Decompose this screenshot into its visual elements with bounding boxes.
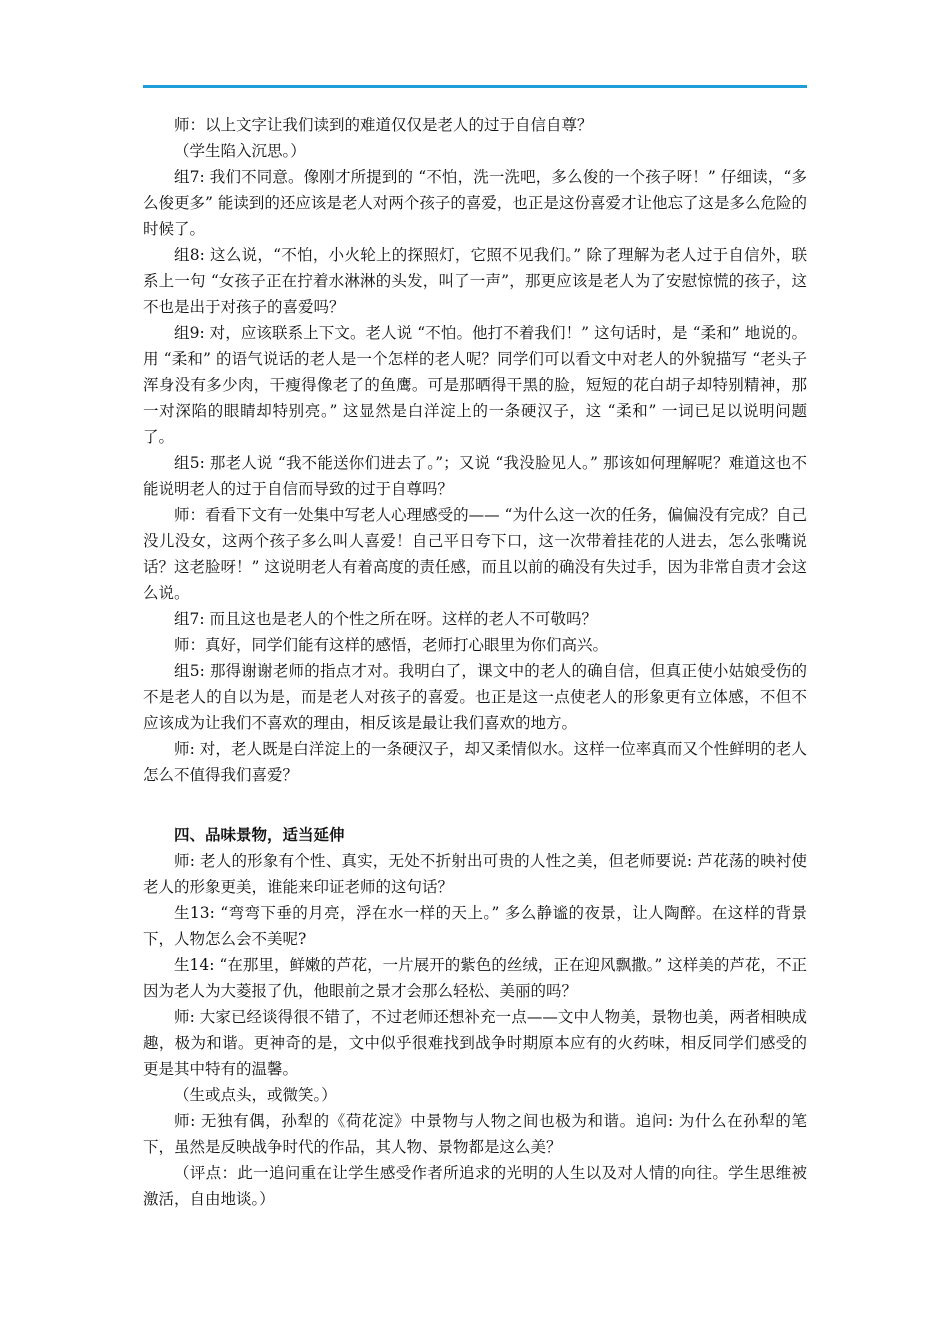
paragraph: （生或点头，或微笑。）	[174, 1086, 337, 1104]
header-rule	[143, 85, 807, 88]
paragraph: 生13: “弯弯下垂的月亮，浮在水一样的天上。” 多么静谧的夜景，让人陶醉。在这样的背景下，人物怎么会不美呢?	[143, 904, 807, 948]
paragraph: 组8: 这么说，“不怕，小火轮上的探照灯，它照不见我们。” 除了理解为老人过于自信外，联系上一句 “女孩子正在拧着水淋淋的头发，叫了一声”，那更应该是老人为了安慰惊慌的孩子，这不也是出于对孩子的喜爱吗？	[143, 246, 807, 316]
paragraph: 师: 无独有偶，孙犁的《荷花淀》中景物与人物之间也极为和谐。追问: 为什么在孙犁的笔下，虽然是反映战争时代的作品，其人物、景物都是这么美？	[143, 1112, 807, 1156]
paragraph: 组5: 那老人说 “我不能送你们进去了。”；又说 “我没脸见人。” 那该如何理解呢？难道这也不能说明老人的过于自信而导致的过于自尊吗？	[143, 454, 807, 498]
paragraph: 组7: 而且这也是老人的个性之所在呀。这样的老人不可敬吗？	[174, 610, 598, 628]
paragraph: 组5: 那得谢谢老师的指点才对。我明白了，课文中的老人的确自信，但真正使小姑娘受伤的不是老人的自以为是，而是老人对孩子的喜爱。也正是这一点使老人的形象更有立体感，不但不应该成为让我们不喜欢的理由，相反该是最让我们喜欢的地方。	[143, 662, 807, 732]
paragraph: 生14: “在那里，鲜嫩的芦花，一片展开的紫色的丝绒，正在迎风飘撒。” 这样美的芦花，不正因为老人为大菱报了仇，他眼前之景才会那么轻松、美丽的吗？	[143, 956, 807, 1000]
section-heading: 四、品味景物，适当延伸	[174, 826, 345, 844]
paragraph: 师: 老人的形象有个性、真实，无处不折射出可贵的人性之美，但老师要说: 芦花荡的映衬使老人的形象更美，谁能来印证老师的这句话？	[143, 852, 807, 896]
paragraph: 师: 对，老人既是白洋淀上的一条硬汉子，却又柔情似水。这样一位率真而又个性鲜明的老人怎么不值得我们喜爱？	[143, 740, 807, 784]
paragraph: 师: 大家已经谈得很不错了，不过老师还想补充一点——文中人物美，景物也美，两者相映成趣，极为和谐。更神奇的是，文中似乎很难找到战争时期原本应有的火药味，相反同学们感受的更是其中特有的温馨。	[143, 1008, 807, 1078]
paragraph: （学生陷入沉思。）	[174, 142, 306, 160]
paragraph: 师：以上文字让我们读到的难道仅仅是老人的过于自信自尊？	[174, 116, 593, 134]
paragraph: 组9: 对，应该联系上下文。老人说 “不怕。他打不着我们！” 这句话时，是 “柔和” 地说的。用 “柔和” 的语气说话的老人是一个怎样的老人呢？同学们可以看文中对老人的外貌描写 “老头子浑身没有多少肉，干瘦得像老了的鱼鹰。可是那晒得干黑的脸，短短的花白胡子却特别精神，那一对深陷的眼睛却特别亮。” 这显然是白洋淀上的一条硬汉子，这 “柔和” 一词已足以说明问题了。	[143, 324, 807, 446]
paragraph: 师：看看下文有一处集中写老人心理感受的—— “为什么这一次的任务，偏偏没有完成？自己没儿没女，这两个孩子多么叫人喜爱！自己平日夸下口，这一次带着挂花的人进去，怎么张嘴说话？这老脸呀！” 这说明老人有着高度的责任感，而且以前的确没有失过手，因为非常自责才会这么说。	[143, 506, 807, 602]
paragraph: （评点：此一追问重在让学生感受作者所追求的光明的人生以及对人情的向往。学生思维被激活，自由地谈。）	[143, 1164, 807, 1208]
paragraph: 师：真好，同学们能有这样的感悟，老师打心眼里为你们高兴。	[174, 636, 609, 654]
document-body	[143, 112, 807, 1212]
paragraph: 组7: 我们不同意。像刚才所提到的 “不怕，洗一洗吧，多么俊的一个孩子呀！” 仔细读，“多么俊更多” 能读到的还应该是老人对两个孩子的喜爱，也正是这份喜爱才让他忘了这是多么危险的时候了。	[143, 168, 807, 238]
